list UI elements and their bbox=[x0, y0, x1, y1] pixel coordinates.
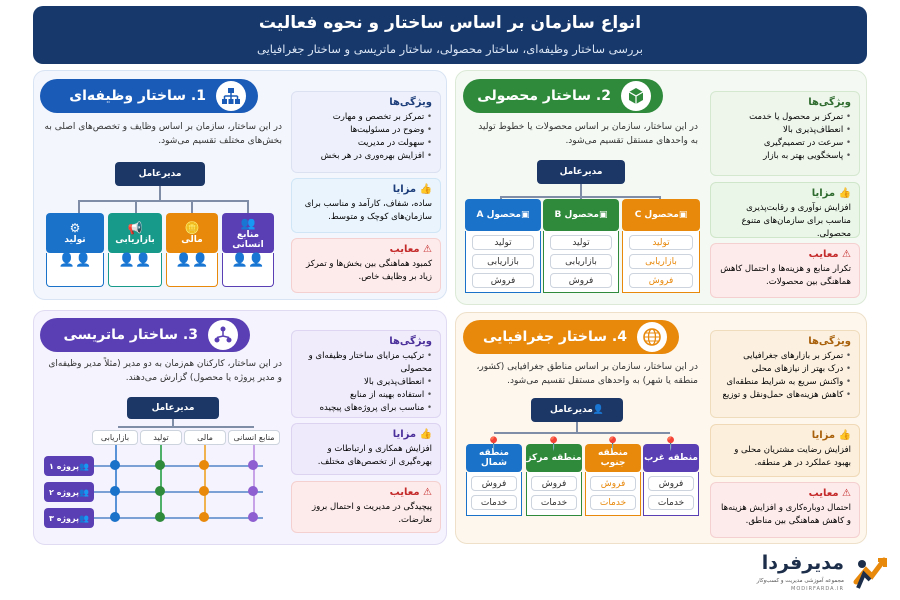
feature-item: • انعطاف‌پذیری بالا bbox=[719, 124, 851, 137]
pros-heading: مزایا bbox=[811, 188, 836, 199]
feature-item: • واکنش سریع به شرایط منطقه‌ای bbox=[719, 376, 851, 389]
geographic-features-card bbox=[710, 330, 860, 418]
sub-unit: خدمات bbox=[648, 495, 694, 510]
matrix-dept: منابع انسانی bbox=[228, 430, 280, 445]
logo-mark-icon bbox=[850, 552, 890, 592]
product-label: محصول B bbox=[554, 210, 599, 220]
feature-item: • انعطاف‌پذیری بالا bbox=[300, 376, 432, 389]
coins-icon: 🪙 bbox=[184, 221, 200, 235]
connector bbox=[247, 200, 249, 214]
functional-title: 1. ساختار وظیفه‌ای bbox=[69, 88, 206, 104]
geographic-title-pill bbox=[463, 320, 679, 354]
thumbs-up-icon: 👍 bbox=[835, 430, 851, 441]
dept-finance-box bbox=[166, 213, 218, 253]
functional-title-pill bbox=[40, 79, 258, 113]
team-icon: 👤👤 bbox=[222, 253, 274, 287]
region-south-sub bbox=[585, 472, 641, 516]
sub-unit: فروش bbox=[550, 273, 612, 288]
warning-icon: ⚠ bbox=[419, 244, 432, 255]
product-label: محصول C bbox=[634, 210, 679, 220]
feature-item: • تمرکز بر تخصص و مهارت bbox=[300, 111, 432, 124]
sub-unit: فروش bbox=[590, 476, 636, 491]
matrix-dot bbox=[155, 460, 165, 470]
feature-item: • پاسخگویی بهتر به بازار bbox=[719, 150, 851, 163]
matrix-dept: بازاریابی bbox=[92, 430, 138, 445]
cons-heading: معایب bbox=[808, 488, 839, 499]
sub-unit: تولید bbox=[629, 235, 693, 250]
warning-icon: ⚠ bbox=[838, 488, 851, 499]
matrix-dot bbox=[248, 486, 258, 496]
product-a-box bbox=[465, 199, 541, 231]
dept-production-box bbox=[46, 213, 104, 253]
functional-features-card bbox=[291, 91, 441, 173]
connector bbox=[580, 184, 582, 196]
sub-unit: خدمات bbox=[531, 495, 577, 510]
warning-icon: ⚠ bbox=[419, 487, 432, 498]
dept-marketing-box bbox=[108, 213, 162, 253]
sub-unit: خدمات bbox=[471, 495, 517, 510]
feature-item: • تمرکز بر محصول یا خدمت bbox=[719, 111, 851, 124]
network-icon bbox=[208, 320, 238, 350]
matrix-dot bbox=[155, 512, 165, 522]
box-icon bbox=[621, 81, 651, 111]
product-c-sub bbox=[622, 231, 700, 293]
pros-heading: مزایا bbox=[392, 429, 417, 440]
sub-unit: بازاریابی bbox=[472, 254, 534, 269]
ceo-label: مدیرعامل bbox=[138, 169, 182, 179]
team-icon: 👤👤 bbox=[166, 253, 218, 287]
pros-text: افزایش نوآوری و رقابت‌پذیری مناسب برای سازمان‌های متنوع محصولی. bbox=[741, 203, 851, 239]
thumbs-up-icon: 👍 bbox=[416, 184, 432, 195]
grid-line bbox=[253, 445, 255, 520]
project-label: پروژه ۳ bbox=[49, 513, 79, 523]
sub-unit: فروش bbox=[629, 273, 693, 288]
connector bbox=[135, 200, 137, 214]
cons-heading: معایب bbox=[389, 244, 420, 255]
region-center-box: منطقه مرکز bbox=[526, 444, 582, 472]
matrix-dot bbox=[248, 512, 258, 522]
sub-unit: تولید bbox=[550, 235, 612, 250]
page-header bbox=[33, 6, 867, 64]
features-heading: ویژگی‌ها bbox=[808, 336, 851, 347]
cons-text: تکرار منابع و هزینه‌ها و احتمال کاهش هماهنگی بین محصولات. bbox=[720, 264, 851, 287]
product-title-pill bbox=[463, 79, 663, 113]
feature-item: • ترکیب مزایای ساختار وظیفه‌ای و محصولی bbox=[300, 350, 432, 376]
sub-unit: تولید bbox=[472, 235, 534, 250]
feature-item: • سرعت در تصمیم‌گیری bbox=[719, 137, 851, 150]
person-icon: 👤 bbox=[592, 405, 605, 415]
product-description: در این ساختار، سازمان بر اساس محصولات یا خطوط تولید به واحدهای مستقل تقسیم می‌شود. bbox=[478, 122, 698, 146]
logo-name: مدیرفردا bbox=[761, 552, 844, 574]
product-b-sub bbox=[543, 231, 619, 293]
cons-text: کمبود هماهنگی بین بخش‌ها و تمرکز زیاد بر وظایف خاص. bbox=[306, 259, 432, 282]
matrix-dot bbox=[199, 460, 209, 470]
brand-logo bbox=[735, 544, 900, 600]
functional-pros-card bbox=[291, 178, 441, 233]
region-north-box: منطقه شمال bbox=[466, 444, 522, 472]
product-cons-card bbox=[710, 243, 860, 298]
ceo-label: مدیرعامل bbox=[151, 403, 195, 413]
connector bbox=[494, 432, 670, 434]
logo-url: MODIRFARDA.IR bbox=[791, 586, 844, 592]
logo-tagline: مجموعه آموزشی مدیریت و کسب‌وکار bbox=[756, 578, 844, 584]
geographic-pros-card bbox=[710, 424, 860, 477]
functional-cons-card bbox=[291, 238, 441, 293]
grid-line bbox=[204, 445, 206, 520]
product-title: 2. ساختار محصولی bbox=[477, 88, 611, 104]
pros-text: ساده، شفاف، کارآمد و مناسب برای سازمان‌های کوچک و متوسط. bbox=[304, 199, 432, 222]
sub-unit: فروش bbox=[531, 476, 577, 491]
sub-unit: فروش bbox=[472, 273, 534, 288]
features-heading: ویژگی‌ها bbox=[389, 336, 432, 347]
matrix-pros-card bbox=[291, 423, 441, 475]
matrix-cons-card bbox=[291, 481, 441, 533]
project-2-box bbox=[44, 482, 94, 502]
feature-item: • مناسب برای پروژه‌های پیچیده bbox=[300, 402, 432, 415]
feature-item: • تمرکز بر بازارهای جغرافیایی bbox=[719, 350, 851, 363]
connector bbox=[118, 426, 254, 428]
matrix-ceo-box bbox=[127, 397, 219, 419]
feature-item: • سهولت در مدیریت bbox=[300, 137, 432, 150]
region-south-box: منطقه جنوب bbox=[585, 444, 641, 472]
region-west-box: منطقه غرب bbox=[643, 444, 699, 472]
connector bbox=[576, 422, 578, 432]
grid-line bbox=[160, 445, 162, 520]
matrix-dot bbox=[110, 486, 120, 496]
box-icon: ▣ bbox=[598, 210, 608, 220]
box-icon: ▣ bbox=[520, 210, 530, 220]
product-label: محصول A bbox=[476, 210, 521, 220]
dept-label: تولید bbox=[64, 235, 86, 245]
warning-icon: ⚠ bbox=[838, 249, 851, 260]
sub-unit: بازاریابی bbox=[629, 254, 693, 269]
thumbs-up-icon: 👍 bbox=[835, 188, 851, 199]
sub-unit: بازاریابی bbox=[550, 254, 612, 269]
geographic-title: 4. ساختار جغرافیایی bbox=[482, 329, 627, 345]
location-pin-icon: 📍 bbox=[662, 437, 680, 452]
matrix-dot bbox=[155, 486, 165, 496]
product-pros-card bbox=[710, 182, 860, 238]
people-icon: 👥 bbox=[79, 513, 89, 523]
connector bbox=[172, 419, 174, 426]
sub-unit: فروش bbox=[471, 476, 517, 491]
project-3-box bbox=[44, 508, 94, 528]
feature-item: • وضوح در مسئولیت‌ها bbox=[300, 124, 432, 137]
matrix-dot bbox=[199, 486, 209, 496]
matrix-dept: تولید bbox=[140, 430, 182, 445]
dept-label: بازاریابی bbox=[115, 235, 155, 245]
region-center-sub bbox=[526, 472, 582, 516]
cons-heading: معایب bbox=[389, 487, 420, 498]
people-icon: 👥 bbox=[79, 461, 89, 471]
product-ceo-box bbox=[537, 160, 625, 184]
feature-item: • افزایش بهره‌وری در هر بخش bbox=[300, 150, 432, 163]
project-label: پروژه ۱ bbox=[49, 461, 79, 471]
ceo-label: مدیرعامل bbox=[549, 405, 593, 415]
features-heading: ویژگی‌ها bbox=[389, 97, 432, 108]
product-features-card bbox=[710, 91, 860, 176]
globe-icon bbox=[637, 322, 667, 352]
geographic-cons-card bbox=[710, 482, 860, 538]
region-west-sub bbox=[643, 472, 699, 516]
box-icon: ▣ bbox=[678, 210, 688, 220]
dept-label: مالی bbox=[181, 235, 203, 245]
region-north-sub bbox=[466, 472, 522, 516]
feature-item: • کاهش هزینه‌های حمل‌ونقل و توزیع bbox=[719, 389, 851, 402]
connector bbox=[78, 200, 248, 202]
matrix-dot bbox=[110, 512, 120, 522]
pros-heading: مزایا bbox=[811, 430, 836, 441]
product-c-box bbox=[622, 199, 700, 231]
thumbs-up-icon: 👍 bbox=[416, 429, 432, 440]
connector bbox=[191, 200, 193, 214]
project-label: پروژه ۲ bbox=[49, 487, 79, 497]
functional-description: در این ساختار، سازمان بر اساس وظایف و تخصص‌های اصلی به بخش‌های مختلف تقسیم می‌شود. bbox=[44, 122, 282, 146]
page-title: انواع سازمان بر اساس ساختار و نحوه فعالیت bbox=[258, 13, 642, 33]
pros-heading: مزایا bbox=[392, 184, 417, 195]
matrix-dot bbox=[248, 460, 258, 470]
team-icon: 👤👤 bbox=[108, 253, 162, 287]
matrix-dot bbox=[110, 460, 120, 470]
cons-heading: معایب bbox=[808, 249, 839, 260]
people-icon: 👥 bbox=[240, 216, 256, 230]
feature-item: • استفاده بهینه از منابع bbox=[300, 389, 432, 402]
feature-item: • درک بهتر از نیازهای محلی bbox=[719, 363, 851, 376]
matrix-description: در این ساختار، کارکنان هم‌زمان به دو مدیر (مثلاً مدیر وظیفه‌ای و مدیر پروژه یا محصول) گزارش می‌دهند. bbox=[48, 359, 282, 383]
gear-icon: ⚙ bbox=[69, 221, 81, 235]
cons-text: پیچیدگی در مدیریت و احتمال بروز تعارضات. bbox=[312, 502, 432, 525]
functional-ceo-box bbox=[115, 162, 205, 186]
location-pin-icon: 📍 bbox=[545, 437, 563, 452]
sub-unit: فروش bbox=[648, 476, 694, 491]
matrix-dot bbox=[199, 512, 209, 522]
matrix-dept: مالی bbox=[184, 430, 226, 445]
megaphone-icon: 📢 bbox=[127, 221, 143, 235]
ceo-label: مدیرعامل bbox=[559, 167, 603, 177]
grid-line bbox=[115, 445, 117, 520]
people-icon: 👥 bbox=[79, 487, 89, 497]
matrix-features-card bbox=[291, 330, 441, 418]
product-a-sub bbox=[465, 231, 541, 293]
org-chart-icon bbox=[216, 81, 246, 111]
project-1-box bbox=[44, 456, 94, 476]
features-heading: ویژگی‌ها bbox=[808, 97, 851, 108]
pros-text: افزایش همکاری و ارتباطات و بهره‌گیری از تخصص‌های مختلف. bbox=[317, 444, 432, 467]
location-pin-icon: 📍 bbox=[604, 437, 622, 452]
geographic-ceo-box bbox=[531, 398, 623, 422]
cons-text: احتمال دوباره‌کاری و افزایش هزینه‌ها و کاهش هماهنگی بین مناطق. bbox=[721, 503, 851, 526]
sub-unit: خدمات bbox=[590, 495, 636, 510]
page-subtitle: بررسی ساختار وظیفه‌ای، ساختار محصولی، ساختار ماتریسی و ساختار جغرافیایی bbox=[257, 42, 643, 56]
connector bbox=[78, 200, 80, 214]
pros-text: افزایش رضایت مشتریان محلی و بهبود عملکرد در هر منطقه. bbox=[734, 445, 851, 468]
product-b-box bbox=[543, 199, 619, 231]
connector bbox=[159, 186, 161, 200]
matrix-title-pill bbox=[40, 318, 250, 352]
geographic-description: در این ساختار، سازمان بر اساس مناطق جغرافیایی (کشور، منطقه یا شهر) به واحدهای مستقل تقسیم می‌شود. bbox=[476, 362, 698, 386]
dept-hr-box bbox=[222, 213, 274, 253]
matrix-title: 3. ساختار ماتریسی bbox=[63, 327, 198, 343]
location-pin-icon: 📍 bbox=[485, 437, 503, 452]
dept-label: منابع انسانی bbox=[232, 230, 264, 250]
team-icon: 👤👤 bbox=[46, 253, 104, 287]
